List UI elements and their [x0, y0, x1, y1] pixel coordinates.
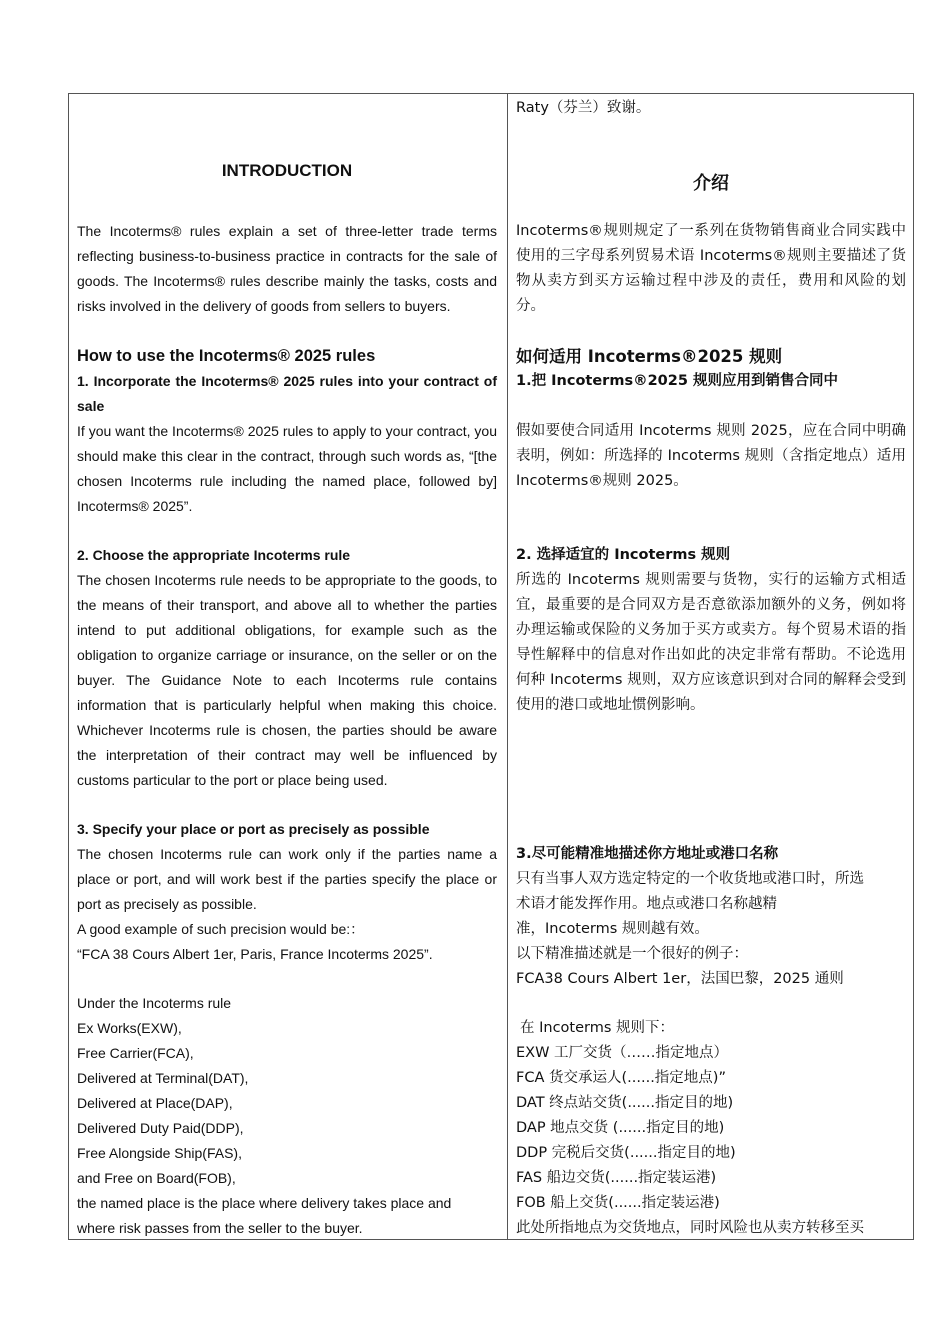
english-closing-line-2: where risk passes from the seller to the buyer. [77, 1220, 363, 1236]
list-item: DAP 地点交货 (......指定目的地) [516, 1120, 725, 1136]
chinese-step3-line: 术语才能发挥作用。地点或港口名称越精 [516, 896, 777, 912]
list-item: FOB 船上交货(......指定装运港) [516, 1195, 720, 1211]
chinese-step3-line: FCA38 Cours Albert 1er，法国巴黎，2025 通则 [516, 971, 844, 987]
bilingual-table [68, 93, 914, 1240]
english-example-intro: A good example of such precision would be:： [77, 921, 365, 937]
list-item: FAS 船边交货(......指定装运港) [516, 1170, 717, 1186]
chinese-title: 介绍 [693, 173, 729, 194]
chinese-rules-list [516, 1041, 906, 1241]
english-intro-paragraph: The Incoterms® rules explain a set of three-letter trade terms reflecting business-to-business practice in contracts for the sale of goods. The Incoterms® rules describe mainly the tasks, costs and risks involved in the delivery of goods from sellers to buyers. [77, 223, 497, 314]
list-item: EXW 工厂交货（……指定地点） [516, 1045, 729, 1061]
column-divider [507, 94, 508, 1239]
chinese-step3-line: 只有当事人双方选定特定的一个收货地或港口时，所选 [516, 871, 864, 887]
list-item: Free Alongside Ship(FAS), [77, 1145, 242, 1161]
chinese-step3-line: 准，Incoterms 规则越有效。 [516, 921, 709, 937]
chinese-step2-heading: 2. 选择适宜的 Incoterms 规则 [516, 547, 731, 563]
english-step1-heading: 1. Incorporate the Incoterms® 2025 rules into your contract of sale [77, 373, 497, 414]
list-item: and Free on Board(FOB), [77, 1170, 236, 1186]
english-step1-text: If you want the Incoterms® 2025 rules to apply to your contract, you should make this clear in the contract, through such words as, “[the chosen Incoterms rule including the named place, followed by] Incoterms® 2025”. [77, 423, 497, 514]
english-how-to-heading: How to use the Incoterms® 2025 rules [77, 347, 376, 365]
list-item: DAT 终点站交货(......指定目的地) [516, 1095, 734, 1111]
english-step2-text: The chosen Incoterms rule needs to be appropriate to the goods, to the means of their transport, and above all to whether the parties intend to put additional obligations, for example such as the obligation to organize carriage or insurance, on the seller or on the buyer. The Guidance Note to each Incoterms rule contains information that is particularly helpful when making this choice. Whichever Incoterms rule is chosen, the parties should be aware the interpretation of their contract may well be influenced by customs particular to the port or place being used. [77, 572, 497, 788]
list-item: FCA 货交承运人(......指定地点)” [516, 1070, 726, 1086]
list-item: Free Carrier(FCA), [77, 1045, 194, 1061]
list-item: Ex Works(EXW), [77, 1020, 182, 1036]
english-step3-heading: 3. Specify your place or port as precisely as possible [77, 821, 430, 837]
english-rules-list [77, 1016, 497, 1241]
chinese-intro-paragraph: Incoterms®规则规定了一系列在货物销售商业合同实践中使用的三字母系列贸易术语 Incoterms®规则主要描述了货物从卖方到买方运输过程中涉及的责任，费用和风险的划分。 [516, 223, 906, 314]
english-rules-intro: Under the Incoterms rule [77, 995, 232, 1011]
chinese-step2-text: 所选的 Incoterms 规则需要与货物，实行的运输方式相适宜，最重要的是合同双方是否意欲添加额外的义务，例如将办理运输或保险的义务加于买方或卖方。每个贸易术语的指导性解释中的信息对作出如此的决定非常有帮助。不论选用何种 Incoterms 规则，双方应该意识到对合同的解释会受到使用的港口或地址惯例影响。 [516, 572, 906, 713]
chinese-step1-heading: 1.把 Incoterms®2025 规则应用到销售合同中 [516, 373, 838, 389]
list-item: DDP 完税后交货(......指定目的地) [516, 1145, 736, 1161]
chinese-step3-lines [516, 867, 906, 992]
english-step3-text: The chosen Incoterms rule can work only if the parties name a place or port, and will work best if the parties specify the place or port as precisely as possible. [77, 846, 497, 912]
chinese-rules-intro: 在 Incoterms 规则下： [520, 1020, 675, 1036]
list-item: Delivered at Terminal(DAT), [77, 1070, 249, 1086]
chinese-how-to-heading: 如何适用 Incoterms®2025 规则 [516, 347, 783, 366]
chinese-step3-heading: 3.尽可能精准地描述你方地址或港口名称 [516, 846, 779, 862]
list-item: Delivered Duty Paid(DDP), [77, 1120, 244, 1136]
english-step2-heading: 2. Choose the appropriate Incoterms rule [77, 547, 351, 563]
list-item: Delivered at Place(DAP), [77, 1095, 233, 1111]
chinese-step3-line: 以下精准描述就是一个很好的例子： [516, 946, 748, 962]
chinese-step1-text: 假如要使合同适用 Incoterms 规则 2025，应在合同中明确表明，例如：所选择的 Incoterms 规则（含指定地点）适用 Incoterms®规则 2025。 [516, 423, 906, 489]
english-title: INTRODUCTION [221, 161, 353, 180]
chinese-closing-line: 此处所指地点为交货地点，同时风险也从卖方转移至买 [516, 1220, 864, 1236]
english-example: “FCA 38 Cours Albert 1er, Paris, France Incoterms 2025”. [77, 946, 433, 962]
english-closing-line-1: the named place is the place where delivery takes place and [77, 1195, 452, 1211]
chinese-top-line: Raty（芬兰）致谢。 [516, 100, 651, 116]
